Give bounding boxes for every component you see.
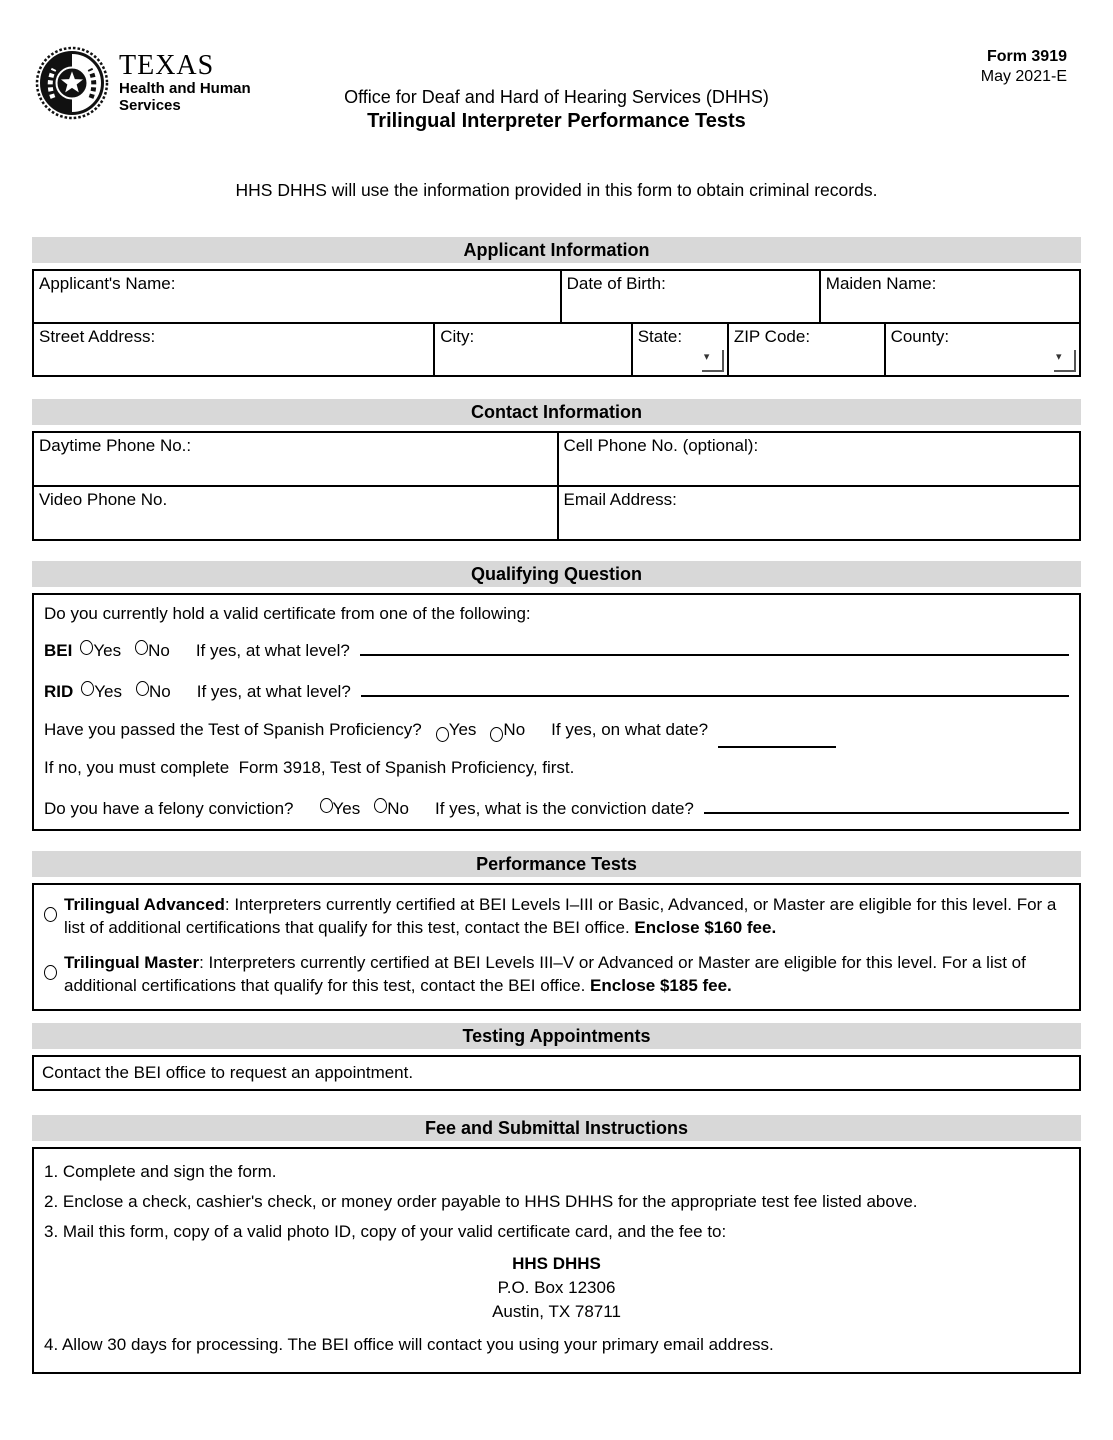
contact-information-section: [32, 399, 1081, 541]
applicant-information-header: Applicant Information: [32, 237, 1081, 263]
county-label: County:: [890, 327, 950, 346]
spanish-date-input[interactable]: [718, 720, 836, 748]
contact-information-header: Contact Information: [32, 399, 1081, 425]
spanish-yes-label: Yes: [448, 720, 477, 739]
spanish-question: Have you passed the Test of Spanish Proficiency?: [44, 720, 422, 739]
bei-question-row: [44, 634, 1069, 661]
daytime-phone-label: Daytime Phone No.:: [39, 436, 192, 455]
rid-level-input[interactable]: [361, 675, 1069, 697]
felony-yes-radio[interactable]: [320, 798, 333, 813]
email-address-field[interactable]: [557, 487, 1080, 539]
trilingual-advanced-description: : Interpreters currently certified at BEI Levels I–III or Basic, Advanced, or Master are eligible for this level. For a list of additional certifications that qualify for this test, contact the BEI office.: [64, 895, 1057, 937]
fee-submittal-header: Fee and Submittal Instructions: [32, 1115, 1081, 1141]
qualifying-intro: Do you currently hold a valid certificate from one of the following:: [44, 604, 531, 623]
rid-question-row: [44, 675, 1069, 702]
testing-appointments-section: [32, 1023, 1081, 1091]
fee-submittal-section: [32, 1115, 1081, 1374]
spanish-date-question: If yes, on what date?: [551, 720, 709, 739]
video-phone-label: Video Phone No.: [39, 490, 168, 509]
spanish-no-label: No: [503, 720, 526, 739]
felony-date-question: If yes, what is the conviction date?: [434, 799, 694, 818]
county-combobox[interactable]: [884, 324, 1079, 375]
testing-appointments-body: Contact the BEI office to request an appointment.: [32, 1055, 1081, 1091]
logo-texas: TEXAS: [119, 50, 215, 81]
spanish-yes-radio[interactable]: [436, 727, 449, 742]
bei-yes-radio[interactable]: [80, 640, 93, 655]
trilingual-master-description: : Interpreters currently certified at BEI Levels III–V or Advanced or Master are eligible for this level. For a list of additional certifications that qualify for this test, contact the BEI office.: [64, 953, 1026, 995]
form-meta: [981, 47, 1067, 87]
rid-label: RID: [44, 682, 74, 701]
spanish-note: If no, you must complete Form 3918, Test of Spanish Proficiency, first.: [44, 758, 575, 777]
title-block: [0, 86, 1113, 134]
felony-no-radio[interactable]: [374, 798, 387, 813]
bei-yes-label: Yes: [93, 641, 122, 660]
state-label: State:: [637, 327, 683, 346]
bei-level-question: If yes, at what level?: [195, 641, 350, 660]
zip-code-field[interactable]: [727, 324, 884, 375]
street-address-field[interactable]: [34, 324, 433, 375]
qualifying-question-section: [32, 561, 1081, 831]
rid-yes-label: Yes: [94, 682, 123, 701]
felony-no-label: No: [387, 799, 409, 818]
performance-tests-header: Performance Tests: [32, 851, 1081, 877]
trilingual-master-name: Trilingual Master: [64, 953, 200, 972]
trilingual-advanced-name: Trilingual Advanced: [64, 895, 225, 914]
cell-phone-field[interactable]: [557, 433, 1080, 485]
state-combobox[interactable]: [631, 324, 727, 375]
spanish-proficiency-row: [44, 720, 1069, 748]
city-label: City:: [440, 327, 475, 346]
qualifying-question-header: Qualifying Question: [32, 561, 1081, 587]
rid-no-radio[interactable]: [136, 681, 149, 696]
trilingual-master-radio[interactable]: [44, 965, 57, 980]
form-number: Form 3919: [986, 48, 1067, 65]
fee-step-3: 3. Mail this form, copy of a valid photo ID, copy of your valid certificate card, and the fee to:: [44, 1222, 727, 1241]
logo-health-and-human: Health and Human: [119, 80, 251, 97]
intro-statement: HHS DHHS will use the information provided in this form to obtain criminal records.: [235, 180, 878, 200]
performance-tests-section: [32, 851, 1081, 1011]
mail-address-line-2: P.O. Box 12306: [497, 1278, 616, 1297]
form-revision: May 2021-E: [980, 68, 1067, 85]
office-line: Office for Deaf and Hard of Hearing Services (DHHS): [344, 87, 769, 107]
testing-appointments-header: Testing Appointments: [32, 1023, 1081, 1049]
date-of-birth-field[interactable]: [560, 271, 819, 322]
fee-step-4: 4. Allow 30 days for processing. The BEI office will contact you using your primary email address.: [44, 1335, 774, 1354]
state-dropdown-arrow-icon[interactable]: ▾: [702, 350, 724, 372]
trilingual-advanced-option: [42, 893, 1069, 939]
applicant-name-label: Applicant's Name:: [39, 274, 176, 293]
zip-code-label: ZIP Code:: [733, 327, 811, 346]
felony-question: Do you have a felony conviction?: [44, 799, 294, 818]
felony-question-row: [44, 792, 1069, 819]
date-of-birth-label: Date of Birth:: [566, 274, 666, 293]
email-address-label: Email Address:: [563, 490, 677, 509]
daytime-phone-field[interactable]: [34, 433, 557, 485]
city-field[interactable]: [433, 324, 631, 375]
mail-address-line-3: Austin, TX 78711: [492, 1302, 621, 1321]
video-phone-field[interactable]: [34, 487, 557, 539]
county-dropdown-arrow-icon[interactable]: ▾: [1054, 350, 1076, 372]
cell-phone-label: Cell Phone No. (optional):: [563, 436, 759, 455]
fee-step-2: 2. Enclose a check, cashier's check, or money order payable to HHS DHHS for the appropriate test fee listed above.: [44, 1192, 918, 1211]
mail-address-line-1: HHS DHHS: [512, 1254, 601, 1273]
maiden-name-label: Maiden Name:: [825, 274, 937, 293]
rid-yes-radio[interactable]: [81, 681, 94, 696]
applicant-name-field[interactable]: [34, 271, 560, 322]
bei-label: BEI: [44, 641, 73, 660]
fee-step-1: 1. Complete and sign the form.: [44, 1162, 277, 1181]
logo-services: Services: [119, 97, 181, 114]
page-title: Trilingual Interpreter Performance Tests: [367, 110, 746, 132]
bei-no-radio[interactable]: [135, 640, 148, 655]
bei-level-input[interactable]: [360, 634, 1069, 656]
trilingual-master-fee: Enclose $185 fee.: [590, 976, 732, 995]
applicant-information-section: [32, 237, 1081, 377]
felony-yes-label: Yes: [332, 799, 361, 818]
bei-no-label: No: [148, 641, 170, 660]
maiden-name-field[interactable]: [819, 271, 1079, 322]
trilingual-advanced-fee: Enclose $160 fee.: [634, 918, 777, 937]
rid-no-label: No: [149, 682, 171, 701]
spanish-no-radio[interactable]: [490, 727, 503, 742]
trilingual-master-option: [42, 951, 1069, 997]
trilingual-advanced-radio[interactable]: [44, 907, 57, 922]
rid-level-question: If yes, at what level?: [196, 682, 351, 701]
street-address-label: Street Address:: [39, 327, 156, 346]
felony-date-input[interactable]: [704, 792, 1069, 814]
